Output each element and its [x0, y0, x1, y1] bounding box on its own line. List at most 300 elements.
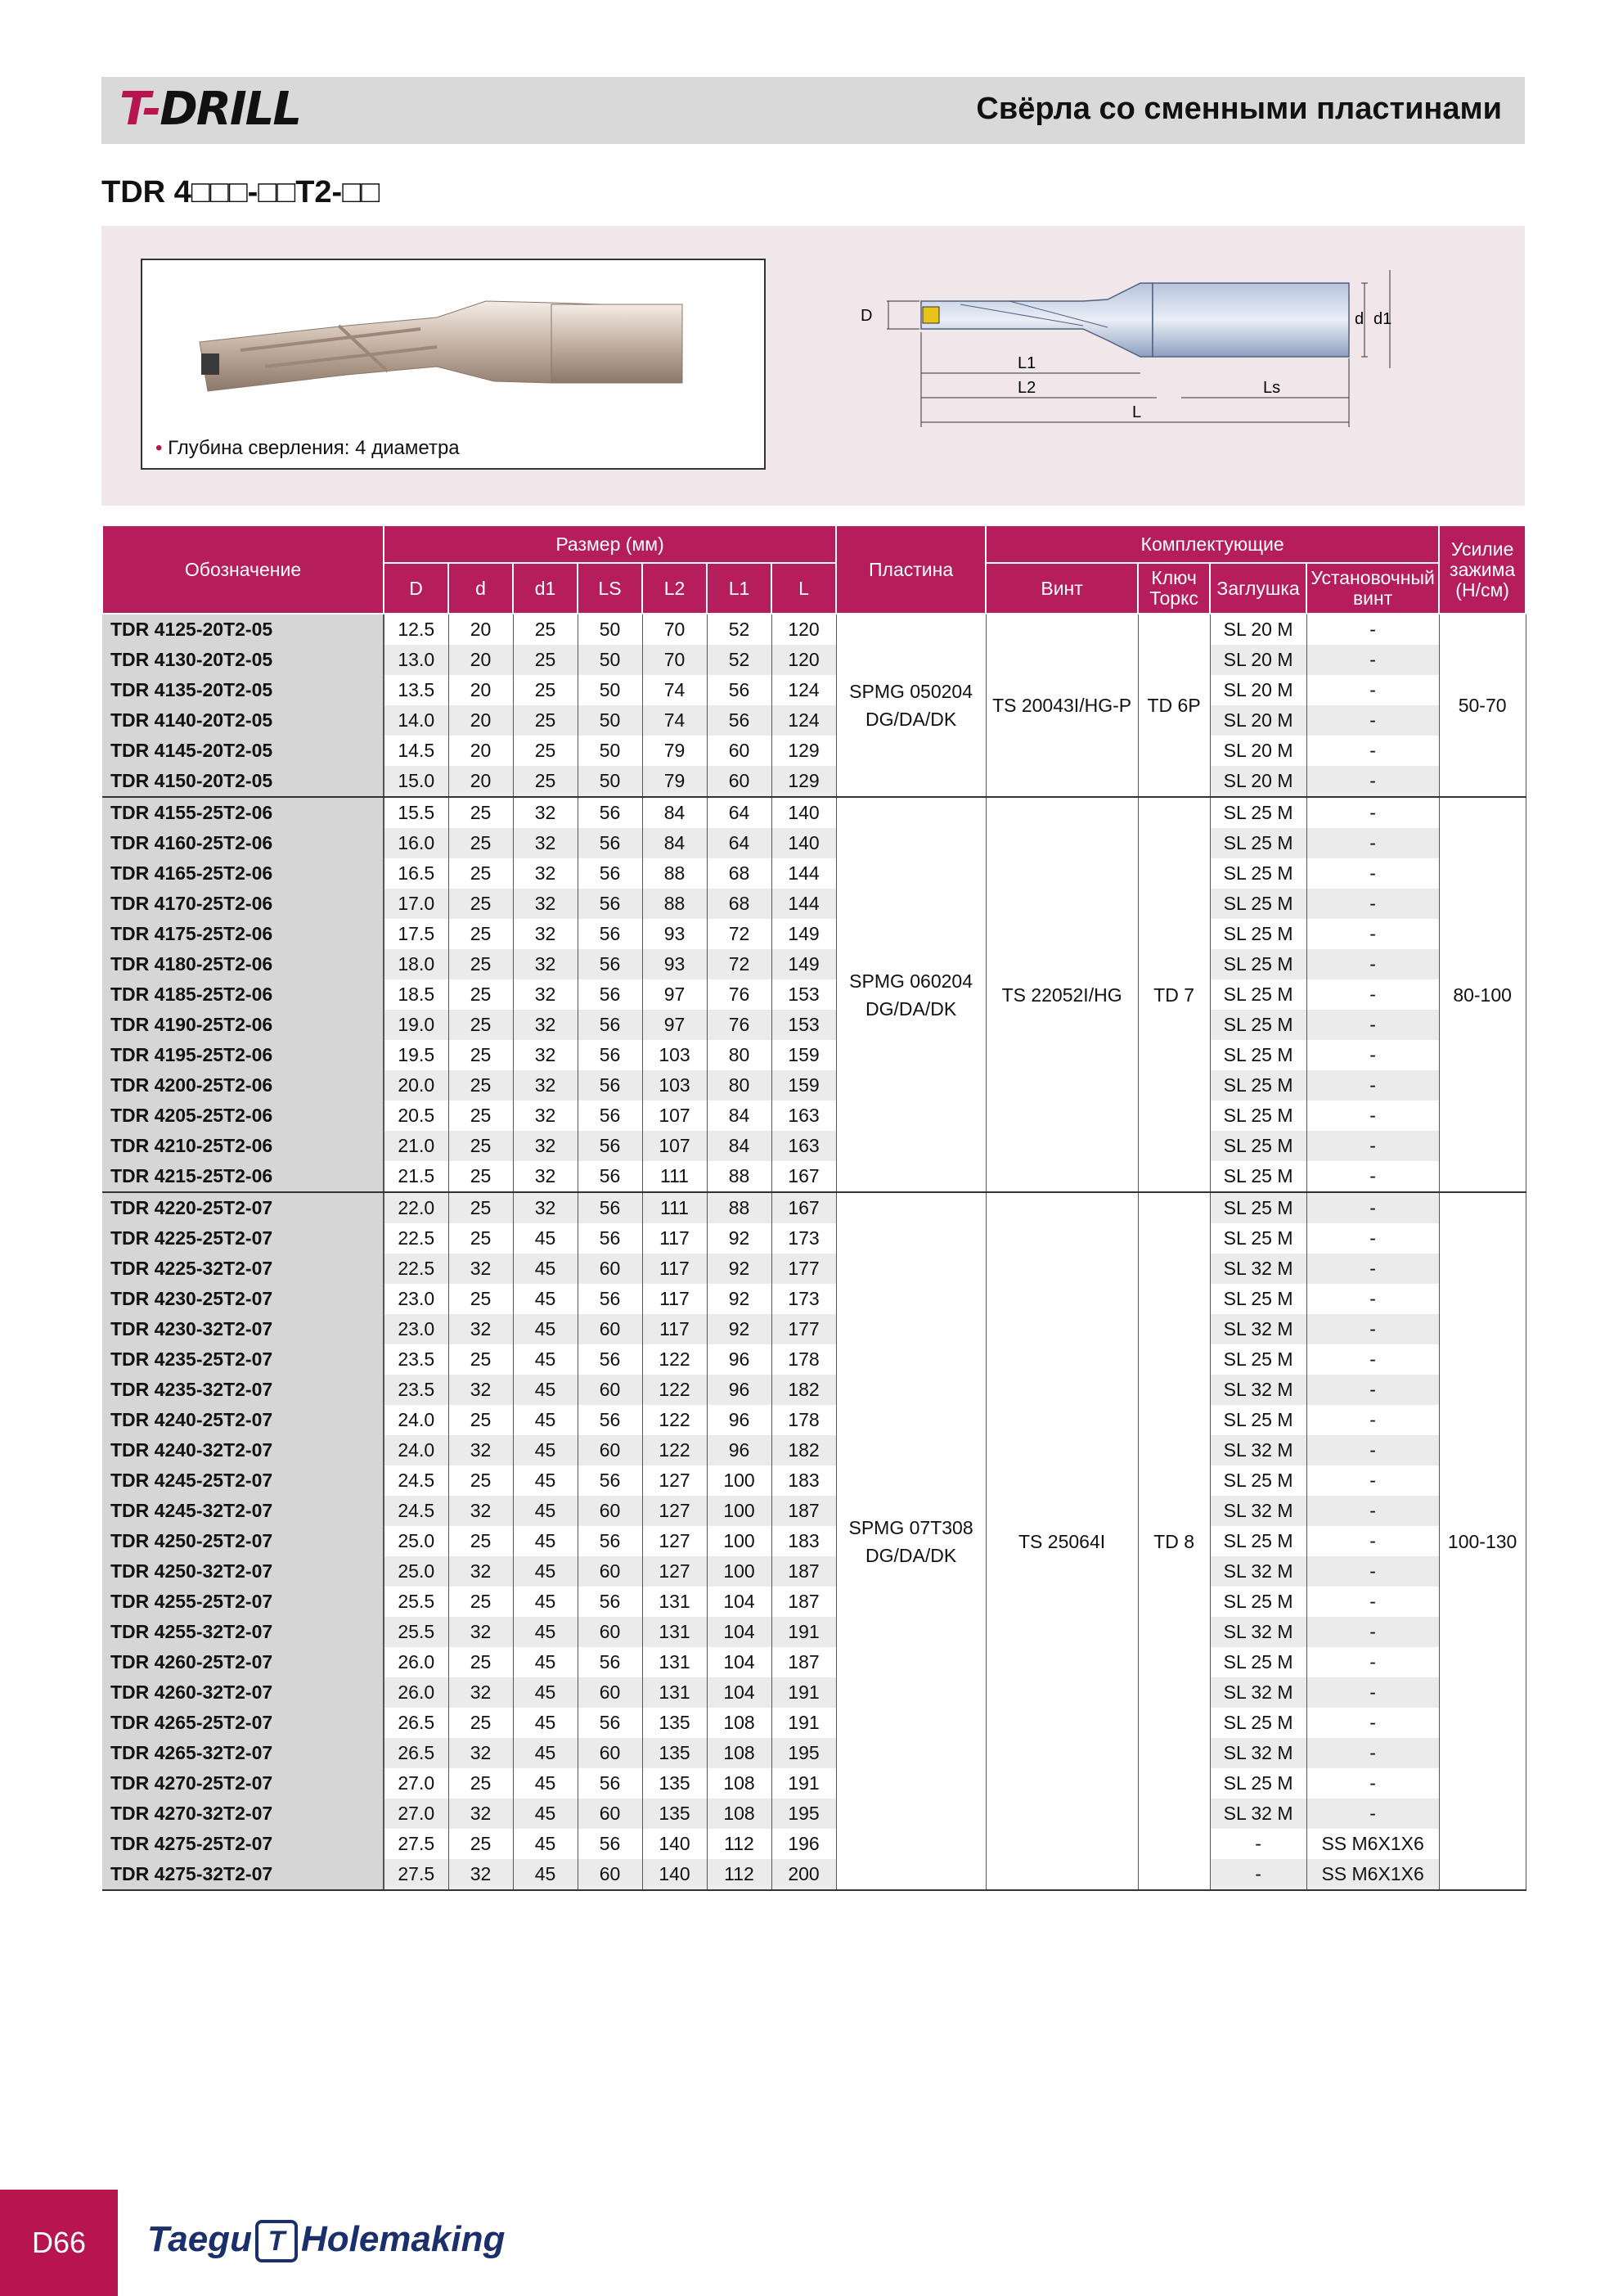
cell-size: 122: [642, 1435, 707, 1465]
cell-size: 32: [448, 1859, 513, 1890]
cell-size: 25: [448, 1344, 513, 1375]
cell-size: 108: [707, 1768, 771, 1799]
cell-size: 56: [578, 889, 642, 919]
cell-size: 144: [771, 889, 836, 919]
cell-size: 56: [578, 1344, 642, 1375]
col-d: d: [448, 563, 513, 614]
cell-size: 60: [578, 1375, 642, 1405]
cell-size: 74: [642, 675, 707, 705]
cell-size: 32: [513, 949, 578, 979]
cell-plug: SL 20 M: [1210, 705, 1306, 736]
cell-torx-key: TD 8: [1138, 1192, 1210, 1890]
cell-size: 68: [707, 858, 771, 889]
cell-designation: TDR 4275-32T2-07: [102, 1859, 384, 1890]
cell-size: 45: [513, 1344, 578, 1375]
cell-size: 187: [771, 1587, 836, 1617]
table-row: [102, 1405, 1526, 1435]
cell-designation: TDR 4160-25T2-06: [102, 828, 384, 858]
cell-designation: TDR 4260-32T2-07: [102, 1677, 384, 1708]
cell-plug: SL 25 M: [1210, 1192, 1306, 1223]
cell-plug: SL 32 M: [1210, 1799, 1306, 1829]
table-row: [102, 919, 1526, 949]
cell-size: 76: [707, 979, 771, 1010]
col-designation: Обозначение: [102, 525, 384, 614]
table-row: [102, 1131, 1526, 1161]
cell-set-screw: -: [1306, 1768, 1439, 1799]
cell-size: 191: [771, 1617, 836, 1647]
dim-Ls: Ls: [1263, 379, 1281, 397]
cell-size: 56: [578, 1587, 642, 1617]
cell-size: 32: [448, 1496, 513, 1526]
cell-clamp-force: 100-130: [1439, 1192, 1526, 1890]
cell-set-screw: -: [1306, 1223, 1439, 1254]
cell-plug: SL 25 M: [1210, 828, 1306, 858]
cell-size: 45: [513, 1799, 578, 1829]
cell-size: 92: [707, 1254, 771, 1284]
cell-plug: SL 25 M: [1210, 1405, 1306, 1435]
table-row: [102, 1496, 1526, 1526]
cell-size: 103: [642, 1070, 707, 1101]
cell-size: 45: [513, 1375, 578, 1405]
cell-designation: TDR 4145-20T2-05: [102, 736, 384, 766]
cell-plug: SL 25 M: [1210, 1768, 1306, 1799]
specification-table: [101, 524, 1526, 1891]
cell-size: 56: [578, 1223, 642, 1254]
table-row: [102, 1768, 1526, 1799]
cell-designation: TDR 4155-25T2-06: [102, 797, 384, 828]
cell-size: 111: [642, 1161, 707, 1192]
cell-size: 60: [578, 1859, 642, 1890]
cell-size: 32: [513, 1070, 578, 1101]
cell-size: 25: [448, 1070, 513, 1101]
cell-torx-key: TD 6P: [1138, 614, 1210, 797]
cell-size: 12.5: [384, 614, 448, 645]
cell-plug: SL 20 M: [1210, 645, 1306, 675]
cell-size: 25: [513, 614, 578, 645]
cell-size: 159: [771, 1040, 836, 1070]
cell-designation: TDR 4165-25T2-06: [102, 858, 384, 889]
cell-size: 32: [448, 1375, 513, 1405]
cell-set-screw: -: [1306, 614, 1439, 645]
cell-size: 32: [448, 1617, 513, 1647]
cell-size: 23.5: [384, 1344, 448, 1375]
cell-size: 127: [642, 1496, 707, 1526]
cell-size: 26.5: [384, 1738, 448, 1768]
table-row: [102, 1254, 1526, 1284]
cell-designation: TDR 4185-25T2-06: [102, 979, 384, 1010]
cell-size: 56: [578, 797, 642, 828]
table-row: [102, 1314, 1526, 1344]
cell-size: 56: [578, 949, 642, 979]
page-title: Свёрла со сменными пластинами: [976, 92, 1502, 126]
cell-designation: TDR 4275-25T2-07: [102, 1829, 384, 1859]
cell-size: 96: [707, 1405, 771, 1435]
cell-plug: SL 25 M: [1210, 1131, 1306, 1161]
col-screw: Винт: [986, 563, 1138, 614]
cell-size: 111: [642, 1192, 707, 1223]
cell-plug: SL 32 M: [1210, 1677, 1306, 1708]
cell-size: 104: [707, 1587, 771, 1617]
cell-size: 56: [578, 858, 642, 889]
cell-size: 45: [513, 1738, 578, 1768]
cell-size: 25: [448, 1647, 513, 1677]
col-L1: L1: [707, 563, 771, 614]
cell-size: 122: [642, 1344, 707, 1375]
cell-size: 25: [448, 858, 513, 889]
cell-size: 32: [513, 979, 578, 1010]
cell-size: 20.0: [384, 1070, 448, 1101]
cell-size: 26.0: [384, 1677, 448, 1708]
table-row: [102, 1526, 1526, 1556]
cell-size: 24.5: [384, 1465, 448, 1496]
cell-plug: SL 25 M: [1210, 1070, 1306, 1101]
cell-set-screw: -: [1306, 949, 1439, 979]
cell-size: 153: [771, 1010, 836, 1040]
cell-size: 13.5: [384, 675, 448, 705]
cell-size: 187: [771, 1647, 836, 1677]
cell-size: 25: [448, 1526, 513, 1556]
cell-size: 56: [578, 1161, 642, 1192]
cell-size: 60: [578, 1738, 642, 1768]
cell-designation: TDR 4255-32T2-07: [102, 1617, 384, 1647]
table-row: [102, 797, 1526, 828]
cell-set-screw: -: [1306, 1161, 1439, 1192]
cell-size: 163: [771, 1131, 836, 1161]
cell-plug: SL 25 M: [1210, 889, 1306, 919]
cell-size: 92: [707, 1284, 771, 1314]
cell-set-screw: -: [1306, 1070, 1439, 1101]
table-row: [102, 645, 1526, 675]
cell-size: 25: [513, 705, 578, 736]
table-row: [102, 1708, 1526, 1738]
cell-size: 104: [707, 1647, 771, 1677]
table-row: [102, 1040, 1526, 1070]
cell-size: 13.0: [384, 645, 448, 675]
cell-size: 107: [642, 1131, 707, 1161]
cell-size: 20: [448, 675, 513, 705]
cell-plug: SL 32 M: [1210, 1556, 1306, 1587]
cell-set-screw: -: [1306, 828, 1439, 858]
dim-L: L: [1132, 403, 1142, 421]
cell-size: 96: [707, 1375, 771, 1405]
table-row: [102, 1010, 1526, 1040]
cell-torx-key: TD 7: [1138, 797, 1210, 1192]
cell-size: 20: [448, 705, 513, 736]
table-body: [102, 614, 1526, 1890]
cell-size: 32: [513, 797, 578, 828]
cell-plug: SL 32 M: [1210, 1617, 1306, 1647]
cell-size: 32: [513, 1161, 578, 1192]
cell-size: 195: [771, 1799, 836, 1829]
cell-size: 173: [771, 1284, 836, 1314]
cell-size: 56: [578, 828, 642, 858]
cell-designation: TDR 4215-25T2-06: [102, 1161, 384, 1192]
cell-size: 135: [642, 1799, 707, 1829]
cell-size: 178: [771, 1405, 836, 1435]
page-number-tab: D66: [0, 2190, 118, 2296]
cell-clamp-force: 80-100: [1439, 797, 1526, 1192]
cell-insert: SPMG 050204 DG/DA/DK: [836, 614, 986, 797]
cell-size: 32: [513, 1131, 578, 1161]
cell-plug: SL 32 M: [1210, 1738, 1306, 1768]
cell-size: 25: [448, 1829, 513, 1859]
cell-size: 24.5: [384, 1496, 448, 1526]
cell-set-screw: -: [1306, 919, 1439, 949]
cell-size: 45: [513, 1708, 578, 1738]
cell-set-screw: -: [1306, 1314, 1439, 1344]
cell-size: 135: [642, 1738, 707, 1768]
cell-size: 100: [707, 1556, 771, 1587]
cell-size: 45: [513, 1617, 578, 1647]
cell-set-screw: -: [1306, 858, 1439, 889]
cell-size: 191: [771, 1768, 836, 1799]
cell-size: 149: [771, 919, 836, 949]
cell-size: 52: [707, 645, 771, 675]
cell-size: 17.0: [384, 889, 448, 919]
cell-size: 140: [771, 797, 836, 828]
cell-designation: TDR 4235-25T2-07: [102, 1344, 384, 1375]
cell-size: 25.5: [384, 1587, 448, 1617]
cell-size: 56: [578, 979, 642, 1010]
cell-size: 50: [578, 675, 642, 705]
cell-size: 80: [707, 1040, 771, 1070]
cell-size: 56: [578, 1708, 642, 1738]
cell-size: 32: [513, 828, 578, 858]
cell-plug: SL 32 M: [1210, 1435, 1306, 1465]
cell-size: 122: [642, 1375, 707, 1405]
cell-size: 45: [513, 1465, 578, 1496]
cell-size: 129: [771, 736, 836, 766]
cell-plug: SL 32 M: [1210, 1496, 1306, 1526]
cell-size: 45: [513, 1314, 578, 1344]
cell-set-screw: -: [1306, 1131, 1439, 1161]
cell-size: 117: [642, 1223, 707, 1254]
cell-clamp-force: 50-70: [1439, 614, 1526, 797]
cell-size: 122: [642, 1405, 707, 1435]
cell-size: 56: [578, 1040, 642, 1070]
cell-size: 76: [707, 1010, 771, 1040]
cell-size: 103: [642, 1040, 707, 1070]
cell-insert: SPMG 060204 DG/DA/DK: [836, 797, 986, 1192]
cell-designation: TDR 4250-32T2-07: [102, 1556, 384, 1587]
cell-size: 117: [642, 1254, 707, 1284]
cell-size: 32: [513, 1040, 578, 1070]
cell-size: 21.0: [384, 1131, 448, 1161]
cell-size: 72: [707, 949, 771, 979]
cell-plug: SL 25 M: [1210, 1010, 1306, 1040]
cell-size: 129: [771, 766, 836, 797]
cell-set-screw: -: [1306, 979, 1439, 1010]
cell-size: 107: [642, 1101, 707, 1131]
cell-size: 178: [771, 1344, 836, 1375]
cell-set-screw: -: [1306, 1101, 1439, 1131]
brand-logo: T-DRILL: [119, 83, 301, 136]
cell-size: 19.5: [384, 1040, 448, 1070]
col-torx-key: Ключ Торкс: [1138, 563, 1210, 614]
cell-size: 131: [642, 1677, 707, 1708]
cell-size: 32: [513, 1192, 578, 1223]
cell-size: 60: [578, 1496, 642, 1526]
cell-set-screw: -: [1306, 1192, 1439, 1223]
cell-plug: SL 25 M: [1210, 1647, 1306, 1677]
cell-designation: TDR 4240-25T2-07: [102, 1405, 384, 1435]
cell-size: 25: [448, 889, 513, 919]
cell-size: 104: [707, 1677, 771, 1708]
cell-plug: SL 20 M: [1210, 675, 1306, 705]
cell-size: 14.0: [384, 705, 448, 736]
cell-set-screw: -: [1306, 1344, 1439, 1375]
cell-size: 50: [578, 736, 642, 766]
cell-plug: SL 32 M: [1210, 1254, 1306, 1284]
cell-size: 117: [642, 1314, 707, 1344]
cell-set-screw: -: [1306, 645, 1439, 675]
cell-size: 167: [771, 1161, 836, 1192]
cell-size: 15.5: [384, 797, 448, 828]
cell-size: 70: [642, 645, 707, 675]
cell-screw: TS 22052I/HG: [986, 797, 1138, 1192]
cell-size: 140: [771, 828, 836, 858]
cell-size: 117: [642, 1284, 707, 1314]
cell-size: 25: [448, 1010, 513, 1040]
cell-designation: TDR 4125-20T2-05: [102, 614, 384, 645]
cell-size: 124: [771, 705, 836, 736]
col-insert: Пластина: [836, 525, 986, 614]
cell-size: 25: [448, 1192, 513, 1223]
table-row: [102, 889, 1526, 919]
table-row: [102, 1375, 1526, 1405]
cell-designation: TDR 4270-32T2-07: [102, 1799, 384, 1829]
cell-size: 182: [771, 1435, 836, 1465]
cell-plug: SL 25 M: [1210, 919, 1306, 949]
table-row: [102, 858, 1526, 889]
cell-plug: SL 25 M: [1210, 1465, 1306, 1496]
cell-plug: SL 25 M: [1210, 1526, 1306, 1556]
cell-size: 60: [578, 1617, 642, 1647]
cell-size: 56: [578, 1010, 642, 1040]
table-row: [102, 1859, 1526, 1890]
cell-size: 144: [771, 858, 836, 889]
cell-size: 70: [642, 614, 707, 645]
cell-designation: TDR 4255-25T2-07: [102, 1587, 384, 1617]
table-row: [102, 828, 1526, 858]
cell-size: 22.0: [384, 1192, 448, 1223]
dim-d: d: [1355, 310, 1364, 328]
cell-size: 25: [448, 1131, 513, 1161]
cell-size: 23.0: [384, 1284, 448, 1314]
col-set-screw: Установочный винт: [1306, 563, 1439, 614]
drill-photo: [142, 268, 764, 432]
cell-size: 16.5: [384, 858, 448, 889]
cell-size: 56: [578, 1768, 642, 1799]
cell-designation: TDR 4225-25T2-07: [102, 1223, 384, 1254]
cell-size: 45: [513, 1768, 578, 1799]
cell-size: 27.5: [384, 1859, 448, 1890]
cell-designation: TDR 4250-25T2-07: [102, 1526, 384, 1556]
cell-plug: SL 25 M: [1210, 1161, 1306, 1192]
cell-plug: SL 25 M: [1210, 949, 1306, 979]
cell-size: 45: [513, 1223, 578, 1254]
cell-designation: TDR 4230-32T2-07: [102, 1314, 384, 1344]
cell-size: 127: [642, 1465, 707, 1496]
cell-size: 187: [771, 1556, 836, 1587]
cell-size: 100: [707, 1465, 771, 1496]
cell-size: 56: [578, 1284, 642, 1314]
cell-set-screw: -: [1306, 705, 1439, 736]
cell-plug: SL 25 M: [1210, 1040, 1306, 1070]
cell-plug: -: [1210, 1859, 1306, 1890]
cell-size: 196: [771, 1829, 836, 1859]
cell-size: 25: [448, 1708, 513, 1738]
cell-size: 140: [642, 1859, 707, 1890]
cell-size: 60: [578, 1254, 642, 1284]
cell-size: 84: [707, 1131, 771, 1161]
cell-size: 64: [707, 797, 771, 828]
page-header: [101, 77, 1525, 144]
table-row: [102, 1799, 1526, 1829]
cell-plug: SL 25 M: [1210, 979, 1306, 1010]
cell-size: 45: [513, 1496, 578, 1526]
col-size-group: Размер (мм): [384, 525, 836, 563]
table-row: [102, 705, 1526, 736]
table-row: [102, 1738, 1526, 1768]
cell-designation: TDR 4245-25T2-07: [102, 1465, 384, 1496]
cell-size: 177: [771, 1314, 836, 1344]
cell-size: 112: [707, 1829, 771, 1859]
cell-size: 96: [707, 1435, 771, 1465]
cell-size: 25: [513, 736, 578, 766]
cell-size: 20: [448, 736, 513, 766]
col-clamp-force: Усилие зажима (Н/см): [1439, 525, 1526, 614]
cell-designation: TDR 4200-25T2-06: [102, 1070, 384, 1101]
cell-size: 200: [771, 1859, 836, 1890]
cell-designation: TDR 4175-25T2-06: [102, 919, 384, 949]
cell-size: 84: [707, 1101, 771, 1131]
cell-size: 27.5: [384, 1829, 448, 1859]
cell-size: 25: [448, 1040, 513, 1070]
cell-size: 60: [707, 766, 771, 797]
cell-set-screw: -: [1306, 1799, 1439, 1829]
cell-size: 88: [707, 1161, 771, 1192]
col-components: Комплектующие: [986, 525, 1439, 563]
cell-size: 45: [513, 1254, 578, 1284]
cell-set-screw: -: [1306, 1708, 1439, 1738]
cell-set-screw: -: [1306, 1647, 1439, 1677]
cell-size: 135: [642, 1708, 707, 1738]
drill-dimension-diagram: [838, 267, 1525, 471]
cell-size: 18.5: [384, 979, 448, 1010]
cell-size: 182: [771, 1375, 836, 1405]
table-row: [102, 1223, 1526, 1254]
cell-plug: SL 25 M: [1210, 1284, 1306, 1314]
cell-designation: TDR 4150-20T2-05: [102, 766, 384, 797]
cell-size: 93: [642, 919, 707, 949]
table-row: [102, 766, 1526, 797]
cell-size: 27.0: [384, 1799, 448, 1829]
cell-size: 52: [707, 614, 771, 645]
cell-size: 93: [642, 949, 707, 979]
cell-size: 84: [642, 797, 707, 828]
cell-size: 20: [448, 645, 513, 675]
cell-size: 56: [578, 1647, 642, 1677]
cell-size: 159: [771, 1070, 836, 1101]
cell-size: 25: [448, 1284, 513, 1314]
cell-size: 56: [578, 1829, 642, 1859]
cell-size: 153: [771, 979, 836, 1010]
cell-size: 68: [707, 889, 771, 919]
cell-size: 60: [578, 1799, 642, 1829]
cell-set-screw: -: [1306, 1405, 1439, 1435]
cell-size: 112: [707, 1859, 771, 1890]
